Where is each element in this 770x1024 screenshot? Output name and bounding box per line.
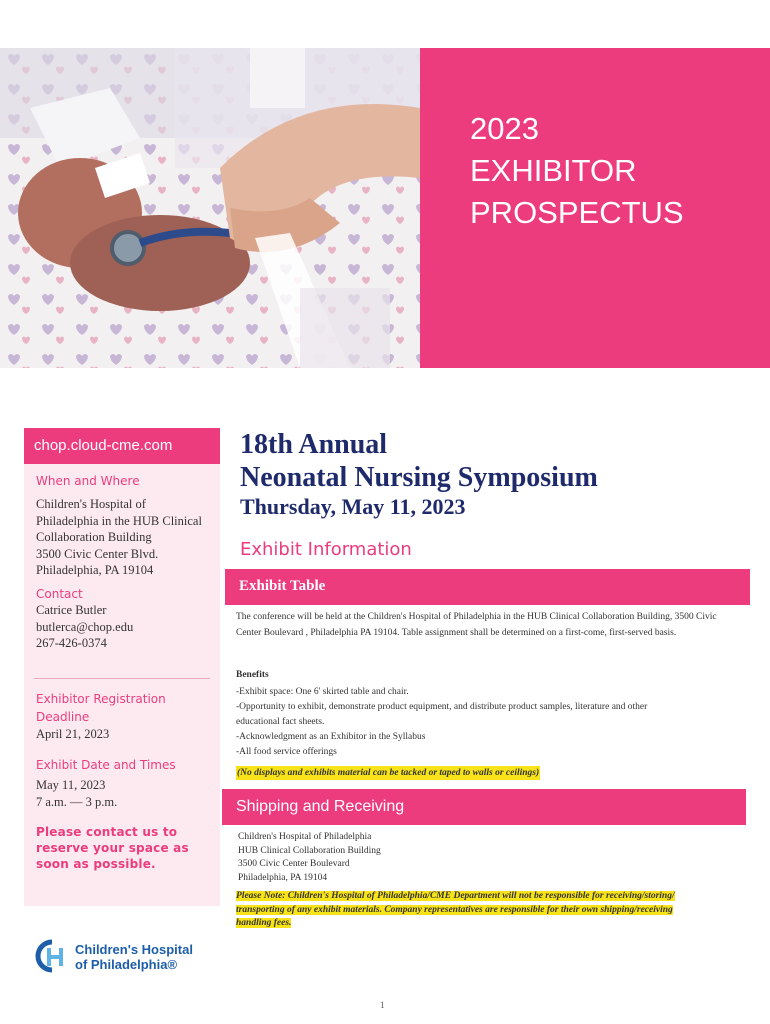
address-line: Philadelphia, PA 19104 xyxy=(36,563,154,577)
page-number: 1 xyxy=(380,1000,385,1010)
prospectus-title-line-2: EXHIBITOR xyxy=(470,153,637,188)
shipping-address-line: HUB Clinical Collaboration Building xyxy=(238,845,381,856)
sidebar-divider xyxy=(34,678,210,679)
newborn-photo-illustration xyxy=(0,48,420,368)
prospectus-title-line-3: PROSPECTUS xyxy=(470,195,684,230)
reserve-space-note xyxy=(36,824,189,872)
exhibit-information-heading: Exhibit Information xyxy=(240,539,412,560)
benefits-list xyxy=(236,685,736,760)
website-link[interactable]: chop.cloud-cme.com xyxy=(24,428,220,464)
benefit-item: -Acknowledgment as an Exhibitor in the Syllabus xyxy=(236,732,426,742)
shipping-address-line: Philadelphia, PA 19104 xyxy=(238,872,328,883)
benefits-heading: Benefits xyxy=(236,670,269,680)
reserve-note-line: soon as possible. xyxy=(36,857,156,871)
registration-heading xyxy=(36,690,166,726)
contact-name: Catrice Butler xyxy=(36,603,107,617)
title-banner xyxy=(420,48,770,368)
event-title-line: 18th Annual xyxy=(240,429,388,460)
address-line: Philadelphia in the HUB Clinical xyxy=(36,513,202,528)
benefit-item: -Opportunity to exhibit, demonstrate product equipment, and distribute product samples, literature and other xyxy=(236,702,648,712)
address-line: Collaboration Building xyxy=(36,530,152,544)
exhibit-table-paragraph: The conference will be held at the Children's Hospital of Philadelphia in the HUB Clinical Collaboration Building, 3500 Civic Center Boulevard , Philadelphia PA 19104. Table assignment shall be determined on a first-come, first-served basis. xyxy=(236,612,717,638)
event-date: Thursday, May 11, 2023 xyxy=(240,494,466,519)
reserve-note-line: reserve your space as xyxy=(36,841,189,855)
no-displays-warning: (No displays and exhibits material can be tacked or taped to walls or ceilings) xyxy=(237,768,540,778)
when-where-address xyxy=(36,496,202,579)
when-where-heading: When and Where xyxy=(36,474,140,488)
registration-heading-line: Deadline xyxy=(36,710,90,724)
contact-email[interactable]: butlerca@chop.edu xyxy=(36,619,134,634)
date-times-line: May 11, 2023 xyxy=(36,778,106,792)
shipping-address-line: Children's Hospital of Philadelphia xyxy=(238,832,372,842)
chop-logo-wordmark xyxy=(75,942,193,972)
date-times-values xyxy=(36,777,117,810)
date-times-heading: Exhibit Date and Times xyxy=(36,758,176,772)
prospectus-title-year: 2023 xyxy=(470,111,539,146)
shipping-note xyxy=(236,890,686,931)
date-times-line: 7 a.m. — 3 p.m. xyxy=(36,794,118,809)
benefit-item: educational fact sheets. xyxy=(236,717,325,727)
contact-details xyxy=(36,602,133,652)
contact-phone: 267-426-0374 xyxy=(36,636,107,650)
shipping-address xyxy=(238,831,381,885)
prospectus-title xyxy=(470,108,684,234)
header-photo xyxy=(0,48,420,368)
registration-heading-line: Exhibitor Registration xyxy=(36,692,166,706)
address-line: 3500 Civic Center Blvd. xyxy=(36,546,159,561)
event-title xyxy=(240,428,598,494)
benefit-item: -All food service offerings xyxy=(236,747,337,757)
benefit-item: -Exhibit space: One 6' skirted table and chair. xyxy=(236,687,409,697)
logo-line: of Philadelphia® xyxy=(75,957,178,972)
shipping-receiving-bar: Shipping and Receiving xyxy=(222,789,746,825)
exhibit-table-bar: Exhibit Table xyxy=(225,569,750,605)
registration-deadline: April 21, 2023 xyxy=(36,727,110,741)
logo-line: Children's Hospital xyxy=(75,942,193,957)
shipping-note-text: Please Note: Children's Hospital of Philadelphia/CME Department will not be responsible for receiving/storing/ transporting of any exhibit materials. Company representatives are responsible for their own shipping/receiving handling fees. xyxy=(236,891,675,928)
contact-heading: Contact xyxy=(36,587,83,601)
address-line: Children's Hospital of xyxy=(36,497,146,511)
chop-logo xyxy=(30,936,230,976)
event-title-line: Neonatal Nursing Symposium xyxy=(240,462,598,493)
shipping-address-line: 3500 Civic Center Boulevard xyxy=(238,859,350,869)
info-sidebar xyxy=(24,428,220,906)
reserve-note-line: Please contact us to xyxy=(36,825,178,839)
chop-logo-icon xyxy=(30,936,70,976)
